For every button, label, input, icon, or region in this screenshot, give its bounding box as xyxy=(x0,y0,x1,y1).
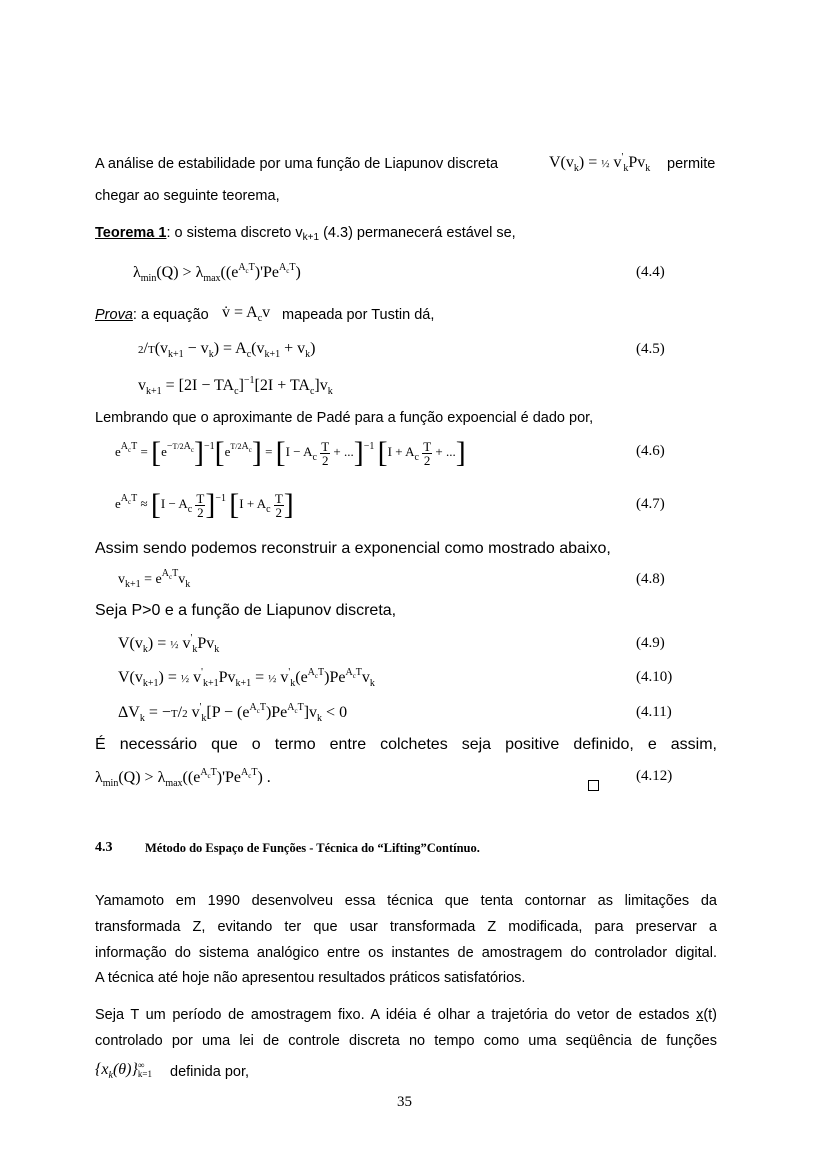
seja-t-line-1-after: (t) xyxy=(703,1007,717,1023)
seja-t-line-1 xyxy=(95,1007,717,1023)
proof-formula: v̇ = $A_cv$ xyxy=(222,304,271,324)
equation-number-4-8: (4.8) xyxy=(636,571,665,587)
yamamoto-line-1: Yamamoto em 1990 desenvolveu essa técnica que tenta contornar as limitações da xyxy=(95,893,717,909)
liapunov-function-inline: $V(v_k)$ = ½ $v'_kPv_k$ xyxy=(549,152,651,174)
seja-t-line-1-before: Seja T um período de amostragem fixo. A idéia é olhar a trajetória do vetor de estados xyxy=(95,1007,697,1023)
para1-line2: chegar ao seguinte teorema, xyxy=(95,188,280,204)
seja-t-line-3: definida por, xyxy=(170,1064,250,1080)
theorem-text-after: (4.3) permanecerá estável se, xyxy=(319,225,516,241)
equation-number-4-5: (4.5) xyxy=(636,341,665,357)
necessario: É necessário que o termo entre colchetes seja positive definido, e assim, xyxy=(95,736,717,753)
qed-square-icon xyxy=(588,780,599,791)
yamamoto-line-4: A técnica até hoje não apresentou resultados práticos satisfatórios. xyxy=(95,970,526,986)
equation-number-4-9: (4.9) xyxy=(636,635,665,651)
proof-line xyxy=(95,307,209,323)
equation-4-8: $v_{k+1} = e^{A_cT}v_k$ xyxy=(118,568,191,590)
theorem-label: Teorema 1 xyxy=(95,225,167,241)
equation-number-4-11: (4.11) xyxy=(636,704,672,720)
para1-line1-text: A análise de estabilidade por uma função de Liapunov discreta xyxy=(95,156,499,172)
equation-4-5: $2/T(v_{k+1} - v_k) = A_c(v_{k+1} + v_k)$ xyxy=(138,340,316,360)
yamamoto-line-2: transformada Z, evitando ter que usar transformada Z modificada, para preservar a xyxy=(95,919,717,935)
seja-p: Seja P>0 e a função de Liapunov discreta, xyxy=(95,602,397,619)
proof-text-after: mapeada por Tustin dá, xyxy=(282,307,435,323)
para1-line1-tail: permite xyxy=(667,156,716,172)
equation-number-4-6: (4.6) xyxy=(636,443,665,459)
equation-4-11: $\Delta V_k = -T/2$ $v'_k[P - (e^{A_cT})Pe^{A_cT}]v_k < 0$ xyxy=(118,702,348,724)
section-number: 4.3 xyxy=(95,840,113,855)
para1-line1 xyxy=(95,156,498,172)
theorem-line xyxy=(95,225,516,243)
equation-number-4-7: (4.7) xyxy=(636,496,665,512)
pade-intro: Lembrando que o aproximante de Padé para a função expoencial é dado por, xyxy=(95,410,594,426)
sequence-formula: $\{x_k(\theta)\}$ ∞ k=1 xyxy=(95,1060,152,1081)
seja-t-line-2: controlado por uma lei de controle discreta no tempo como uma seqüência de funções xyxy=(95,1033,717,1049)
equation-number-4-12: (4.12) xyxy=(636,768,673,784)
yamamoto-line-3: informação do sistema analógico entre os instantes de amostragem do controlador digital. xyxy=(95,945,717,961)
equation-tustin-vk1: $v_{k+1} = [2I - TA_c]^{-1}[2I + TA_c]v_k$ xyxy=(138,375,333,397)
equation-4-9: $V(v_k)$ = ½ $v'_kPv_k$ xyxy=(118,633,220,655)
section-title: Método do Espaço de Funções - Técnica do “Lifting”Contínuo. xyxy=(145,841,480,855)
theorem-sub: k+1 xyxy=(302,232,320,243)
equation-4-7: $e^{A_cT} \approx [I - A_c$ $\frac{T}{2}$ ]$^{-1}$ [$I + A_c$ $\frac{T}{2}$ ] xyxy=(115,488,294,521)
equation-4-4: $\lambda_{min}(Q) > \lambda_{max}((e^{A_cT})'Pe^{A_cT})$ xyxy=(133,262,301,284)
equation-number-4-10: (4.10) xyxy=(636,669,673,685)
state-vector-x: x xyxy=(696,1007,704,1023)
assim-sendo: Assim sendo podemos reconstruir a exponencial como mostrado abaixo, xyxy=(95,540,611,557)
equation-4-10: $V(v_{k+1})$ = ½ $v'_{k+1}Pv_{k+1}$ = ½ $v'_k(e^{A_cT})Pe^{A_cT}v_k$ xyxy=(118,667,375,689)
proof-label: Prova xyxy=(95,307,133,323)
equation-4-12: $\lambda_{min}(Q) > \lambda_{max}((e^{A_cT})'Pe^{A_cT})$ . xyxy=(95,767,271,789)
equation-number-4-4: (4.4) xyxy=(636,264,665,280)
page-number: 35 xyxy=(397,1094,412,1110)
equation-4-6: $e^{A_cT} = [e^{-T/2A_c}]^{-1}[e^{T/2A_c}] = [I - A_c$ $\frac{T}{2}$ + ...]$^{-1}$ [$I + A_c$ $\frac{T}{2}$ + ...] xyxy=(115,436,466,469)
theorem-text-before: : o sistema discreto v xyxy=(166,225,303,241)
proof-text-before: : a equação xyxy=(132,307,209,323)
